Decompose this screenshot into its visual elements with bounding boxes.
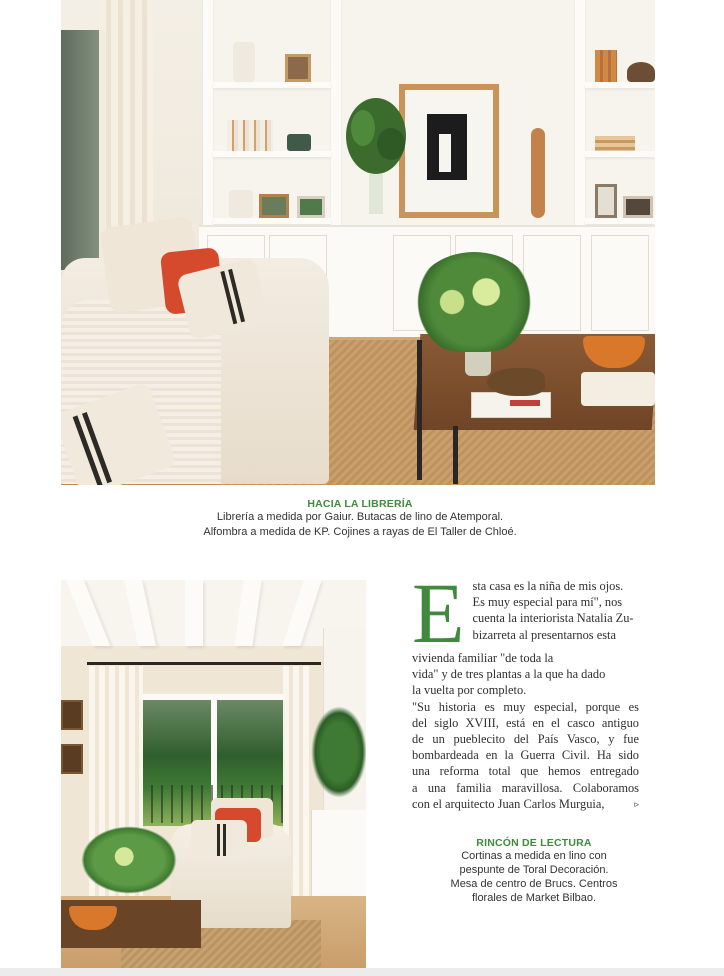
book-row <box>595 50 617 82</box>
caption-line: Librería a medida por Gaiur. Butacas de lino de Atemporal. <box>216 511 504 523</box>
reading-nook-photo <box>61 580 366 968</box>
continue-arrow-icon: ▹ <box>634 798 639 809</box>
striped-cushion <box>191 820 247 860</box>
curtain-rod <box>87 662 321 665</box>
book-stack <box>595 136 635 151</box>
book-row <box>227 120 273 151</box>
text-line: de un pueblecito del País Vasco, y fue <box>412 732 639 747</box>
plant-in-vase <box>341 88 411 218</box>
paragraph-history <box>412 699 639 812</box>
green-box <box>287 134 311 151</box>
wooden-sculpture <box>531 128 545 218</box>
potted-plant <box>311 706 366 798</box>
caption-line: florales de Market Bilbao. <box>471 892 597 904</box>
text-line: vivienda familiar "de toda la <box>412 651 554 665</box>
beamed-ceiling <box>61 580 366 646</box>
text-line: Es muy especial para mí", nos <box>472 595 623 610</box>
hydrangea-bouquet <box>413 252 535 352</box>
photo-frame <box>623 196 653 218</box>
drop-cap: E <box>412 565 465 661</box>
text-line: sta casa es la niña de mis ojos. <box>472 579 624 593</box>
ceramic-jar <box>233 42 255 82</box>
text-line: bombardeada en la Guerra Civil. Ha sido <box>412 748 639 763</box>
text-line: "Su historia es muy especial, porque es <box>412 699 639 714</box>
caption-library <box>150 498 570 540</box>
photo-frame <box>285 54 311 82</box>
article-body <box>412 565 639 812</box>
text-line: bizarreta al presentarnos esta <box>472 627 616 642</box>
caption-line: Cortinas a medida en lino con <box>461 850 607 862</box>
framed-abstract-artwork <box>399 84 499 218</box>
living-room-photo <box>61 0 655 485</box>
wall-picture <box>61 744 83 774</box>
photo-frame <box>297 196 325 218</box>
table-leg <box>453 426 458 484</box>
text-line-continued <box>412 796 639 812</box>
caption-line: pespunte de Toral Decoración. <box>459 864 609 876</box>
text-line: cuenta la interiorista Natalia Zu- <box>472 611 634 626</box>
text-line: una reforma total que hemos entregado <box>412 764 639 779</box>
caption-heading: HACIA LA LIBRERÍA <box>307 498 413 510</box>
caption-line: Alfombra a medida de KP. Cojines a rayas de El Taller de Chloé. <box>203 526 517 538</box>
caption-reading-nook <box>416 837 652 905</box>
book-on-table <box>471 392 551 418</box>
text-line: a una familia maravillosa. Colaboramos <box>412 780 639 795</box>
table-leg <box>417 340 422 480</box>
page-edge <box>0 968 724 976</box>
wall-picture <box>61 700 83 730</box>
text-line: con el arquitecto Juan Carlos Murguia, <box>412 796 605 811</box>
text-line: del siglo XVIII, está en el casco antiguo <box>412 715 639 730</box>
photo-frame <box>595 184 617 218</box>
text-line: la vuelta por completo. <box>412 683 527 698</box>
window-frame <box>143 694 285 700</box>
caption-line: Mesa de centro de Brucs. Centros <box>450 878 618 890</box>
ceramic-jar <box>229 190 253 218</box>
caption-heading: RINCÓN DE LECTURA <box>476 837 592 849</box>
wooden-bird <box>487 368 545 396</box>
text-line: vida" y de tres plantas a la que ha dado <box>412 667 606 682</box>
photo-frame <box>259 194 289 218</box>
wooden-object <box>627 62 655 82</box>
paragraph-intro <box>412 565 639 699</box>
white-tray <box>581 372 655 406</box>
floral-arrangement <box>81 826 177 894</box>
